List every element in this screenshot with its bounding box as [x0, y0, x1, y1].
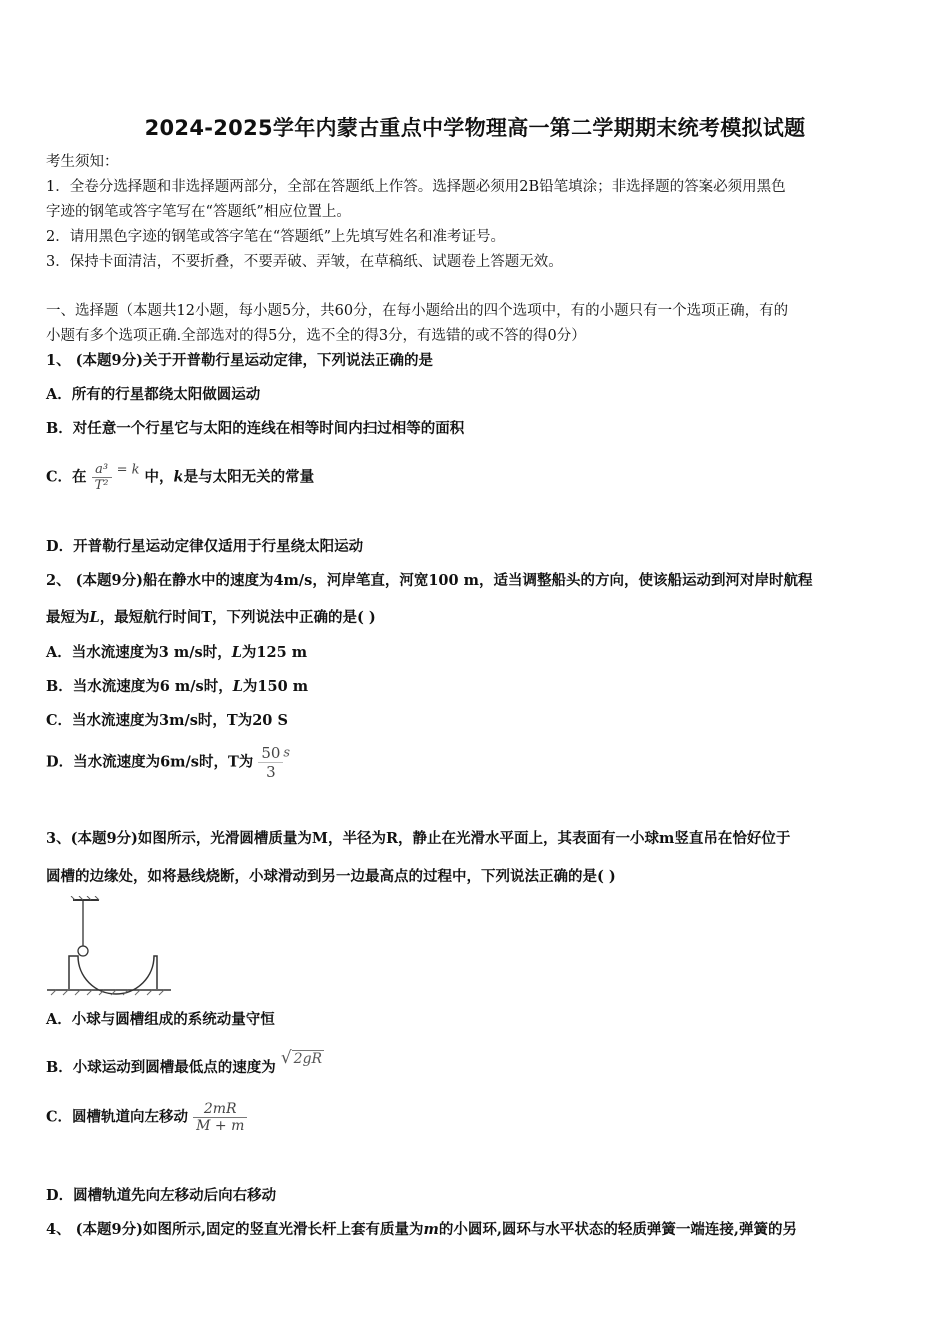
q3-b-sqrt: √ 2gR [280, 1048, 323, 1068]
q1-c-fraction [92, 462, 112, 493]
q2-option-a [46, 643, 307, 663]
q3-option-d: D．圆槽轨道先向左移动后向右移动 [46, 1187, 277, 1204]
q1-c-mid: 中， [144, 468, 174, 486]
q2-option-b [46, 677, 308, 697]
q1-option-b: B．对任意一个行星它与太阳的连线在相等时间内扫过相等的面积 [46, 420, 465, 437]
q3-c-text: C．圆槽轨道向左移动 [46, 1108, 189, 1126]
small-ball [78, 946, 88, 956]
q2-stem-L: L [89, 609, 100, 626]
groove-diagram [45, 896, 173, 996]
q1-c-equals: = k [116, 462, 140, 478]
q3-option-c [46, 1101, 247, 1134]
q1-stem: 1、 (本题9分)关于开普勒行星运动定律，下列说法正确的是 [46, 352, 433, 369]
q3-option-a: A．小球与圆槽组成的系统动量守恒 [46, 1011, 275, 1028]
q1-c-denominator: T² [92, 477, 112, 493]
q2-a-text: 为125 m [241, 644, 308, 661]
notice-heading: 考生须知： [46, 154, 119, 170]
q1-c-numerator: a³ [95, 462, 109, 477]
q1-c-k: k [173, 468, 184, 486]
circular-groove [69, 956, 157, 994]
q2-b-L: L [232, 678, 243, 695]
q4-stem-m: m [423, 1221, 439, 1238]
notice-item: 字迹的钢笔或答字笔写在“答题纸”相应位置上。 [46, 204, 351, 220]
q1-c-prefix: C．在 [46, 468, 87, 486]
q2-d-text: D．当水流速度为6m/s时，T为 [46, 753, 254, 771]
q4-stem [46, 1220, 797, 1240]
section-intro: 一、选择题（本题共12小题，每小题5分，共60分，在每小题给出的四个选项中，有的小题只有一个选项正确，有的 [46, 303, 789, 319]
q2-d-numerator: 50 [261, 744, 281, 762]
notice-item: 1．全卷分选择题和非选择题两部分，全部在答题纸上作答。选择题必须用2B铅笔填涂；非选择题的答案必须用黑色 [46, 179, 786, 195]
q3-stem-line1: 3、(本题9分)如图所示，光滑圆槽质量为M，半径为R，静止在光滑水平面上，其表面有一小球m竖直吊在恰好位于 [46, 830, 791, 847]
q4-stem-text: 4、 (本题9分)如图所示,固定的竖直光滑长杆上套有质量为 [46, 1221, 424, 1238]
q1-c-suffix: 是与太阳无关的常量 [183, 468, 315, 486]
q2-stem-line2 [46, 608, 376, 628]
q2-d-denominator: 3 [258, 762, 283, 781]
q2-stem-text: ，最短航行时间T，下列说法中正确的是( ) [99, 609, 376, 626]
q2-d-unit: s [283, 745, 291, 761]
section-intro: 小题有多个选项正确.全部选对的得5分，选不全的得3分，有选错的或不答的得0分） [46, 328, 586, 344]
q3-c-numerator: 2mR [203, 1101, 237, 1117]
q2-option-d [46, 744, 290, 781]
q2-b-text: 为150 m [242, 678, 309, 695]
q2-stem-text: 最短为 [46, 609, 90, 626]
q2-a-text: A．当水流速度为3 m/s时， [46, 644, 232, 661]
q3-b-radicand: 2gR [293, 1051, 323, 1067]
q3-stem-line2: 圆槽的边缘处，如将悬线烧断，小球滑动到另一边最高点的过程中，下列说法正确的是( ) [46, 868, 616, 885]
q3-b-text: B．小球运动到圆槽最低点的速度为 [46, 1059, 276, 1076]
q1-option-d: D．开普勒行星运动定律仅适用于行星绕太阳运动 [46, 538, 364, 555]
notice-item: 2．请用黑色字迹的钢笔或答字笔在“答题纸”上先填写姓名和准考证号。 [46, 229, 506, 245]
q2-stem-line1: 2、 (本题9分)船在静水中的速度为4m/s，河岸笔直，河宽100 m，适当调整船头的方向，使该船运动到河对岸时航程 [46, 572, 813, 589]
q4-stem-text: 的小圆环,圆环与水平状态的轻质弹簧一端连接,弹簧的另 [438, 1221, 797, 1238]
q1-option-a: A．所有的行星都绕太阳做圆运动 [46, 386, 261, 403]
q3-option-b [46, 1048, 324, 1077]
q2-d-fraction [258, 744, 283, 781]
q2-a-L: L [231, 644, 242, 661]
q3-c-fraction [193, 1101, 247, 1134]
q2-option-c: C．当水流速度为3m/s时，T为20 S [46, 712, 288, 729]
q1-option-c [46, 462, 314, 493]
notice-item: 3．保持卡面清洁，不要折叠，不要弄破、弄皱，在草稿纸、试题卷上答题无效。 [46, 254, 563, 270]
page-title: 2024-2025学年内蒙古重点中学物理高一第二学期期末统考模拟试题 [144, 116, 806, 140]
q2-b-text: B．当水流速度为6 m/s时， [46, 678, 233, 695]
q3-c-denominator: M + m [193, 1117, 247, 1134]
